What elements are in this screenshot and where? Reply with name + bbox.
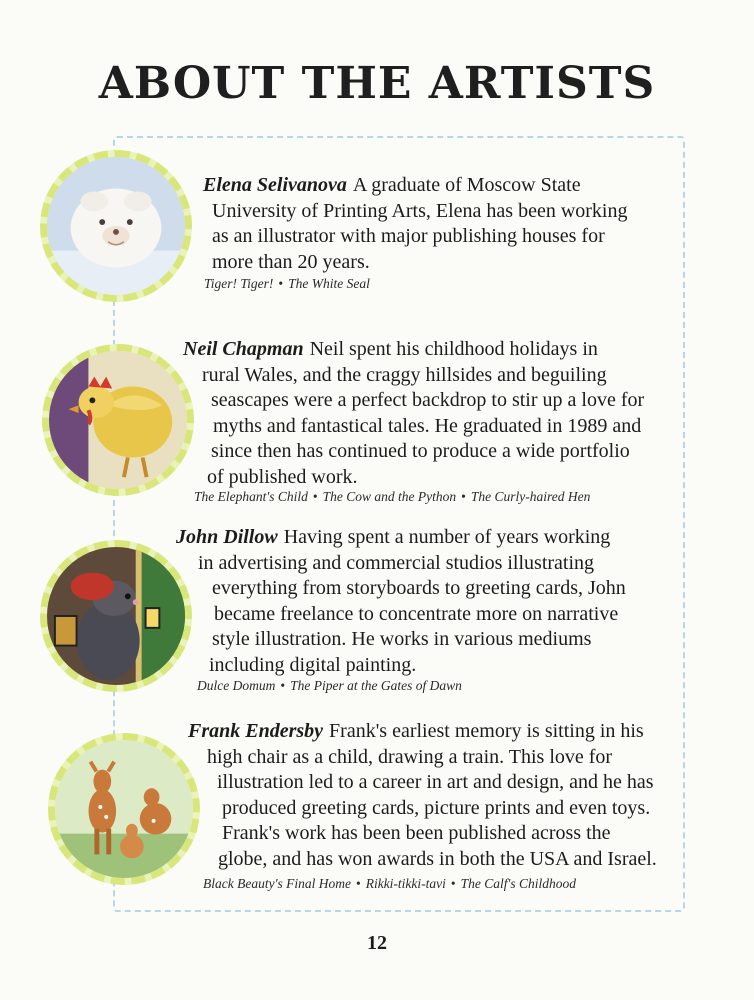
deer-icon	[55, 740, 193, 878]
bio-line: Frank Endersby Frank's earliest memory is sitting in his	[188, 720, 644, 742]
bio-line: John Dillow Having spent a number of years working	[176, 526, 611, 548]
hen-icon	[49, 351, 187, 489]
bio-line: since then has continued to produce a wide portfolio	[211, 440, 630, 462]
work-title: The White Seal	[288, 276, 370, 291]
mole-icon	[47, 547, 185, 685]
work-title: Tiger! Tiger!	[204, 276, 274, 291]
bio-line: more than 20 years.	[212, 250, 370, 273]
bio-line: seascapes were a perfect backdrop to stir up a love for	[211, 389, 645, 411]
bio-line: Elena Selivanova A graduate of Moscow State	[203, 174, 581, 196]
bio-line: everything from storyboards to greeting cards, John	[212, 577, 626, 599]
bio-line: style illustration. He works in various mediums	[212, 628, 592, 650]
artist-name: Neil Chapman	[183, 338, 304, 360]
bio-line: globe, and has won awards in both the USA and Israel.	[218, 847, 657, 870]
bio-line: Neil Chapman Neil spent his childhood holidays in	[183, 338, 598, 360]
artist-entry-john-dillow	[176, 525, 626, 678]
work-title: The Cow and the Python	[322, 489, 457, 504]
works-list: The Elephant's Child • The Cow and the Python • The Curly-haired Hen	[194, 489, 591, 504]
work-title: Black Beauty's Final Home	[203, 876, 351, 891]
artist-entry-elena-selivanova	[203, 173, 628, 275]
portrait-elena-selivanova	[40, 150, 192, 302]
artist-name: Elena Selivanova	[203, 174, 347, 196]
white-seal-icon	[47, 157, 185, 295]
page-number: 12	[367, 932, 387, 954]
artist-entry-neil-chapman	[183, 337, 644, 490]
works-list: Dulce Domum • The Piper at the Gates of Dawn	[197, 678, 462, 693]
portrait-john-dillow	[40, 540, 192, 692]
bio-line: in advertising and commercial studios illustrating	[198, 551, 595, 574]
artist-name: John Dillow	[176, 526, 278, 548]
bio-line: produced greeting cards, picture prints and even toys.	[222, 796, 651, 819]
page-title: ABOUT THE ARTISTS	[98, 58, 656, 109]
artist-entry-frank-endersby	[188, 719, 657, 872]
bio-line: became freelance to concentrate more on narrative	[214, 602, 619, 625]
bio-line: high chair as a child, drawing a train. This love for	[207, 745, 613, 768]
work-title: Dulce Domum	[197, 678, 276, 693]
bio-line: illustration led to a career in art and design, and he has	[217, 771, 654, 793]
work-title: Rikki-tikki-tavi	[365, 876, 446, 891]
bio-line: myths and fantastical tales. He graduated in 1989 and	[213, 414, 642, 437]
artist-name: Frank Endersby	[188, 720, 324, 742]
works-list: Black Beauty's Final Home • Rikki-tikki-tavi • The Calf's Childhood	[203, 876, 577, 891]
bio-line: Frank's work has been been published across the	[222, 822, 611, 844]
portrait-frank-endersby	[48, 733, 200, 885]
work-title: The Elephant's Child	[194, 489, 308, 504]
bio-line: as an illustrator with major publishing houses for	[212, 225, 605, 247]
bio-line: rural Wales, and the craggy hillsides and beguiling	[202, 363, 607, 386]
bio-line: of published work.	[207, 465, 358, 488]
works-list: Tiger! Tiger! • The White Seal	[204, 276, 370, 291]
work-title: The Piper at the Gates of Dawn	[290, 678, 462, 693]
work-title: The Curly-haired Hen	[470, 489, 591, 504]
bio-line: University of Printing Arts, Elena has been working	[212, 199, 628, 222]
bio-line: including digital painting.	[209, 653, 417, 676]
work-title: The Calf's Childhood	[460, 876, 577, 891]
portrait-neil-chapman	[42, 344, 194, 496]
